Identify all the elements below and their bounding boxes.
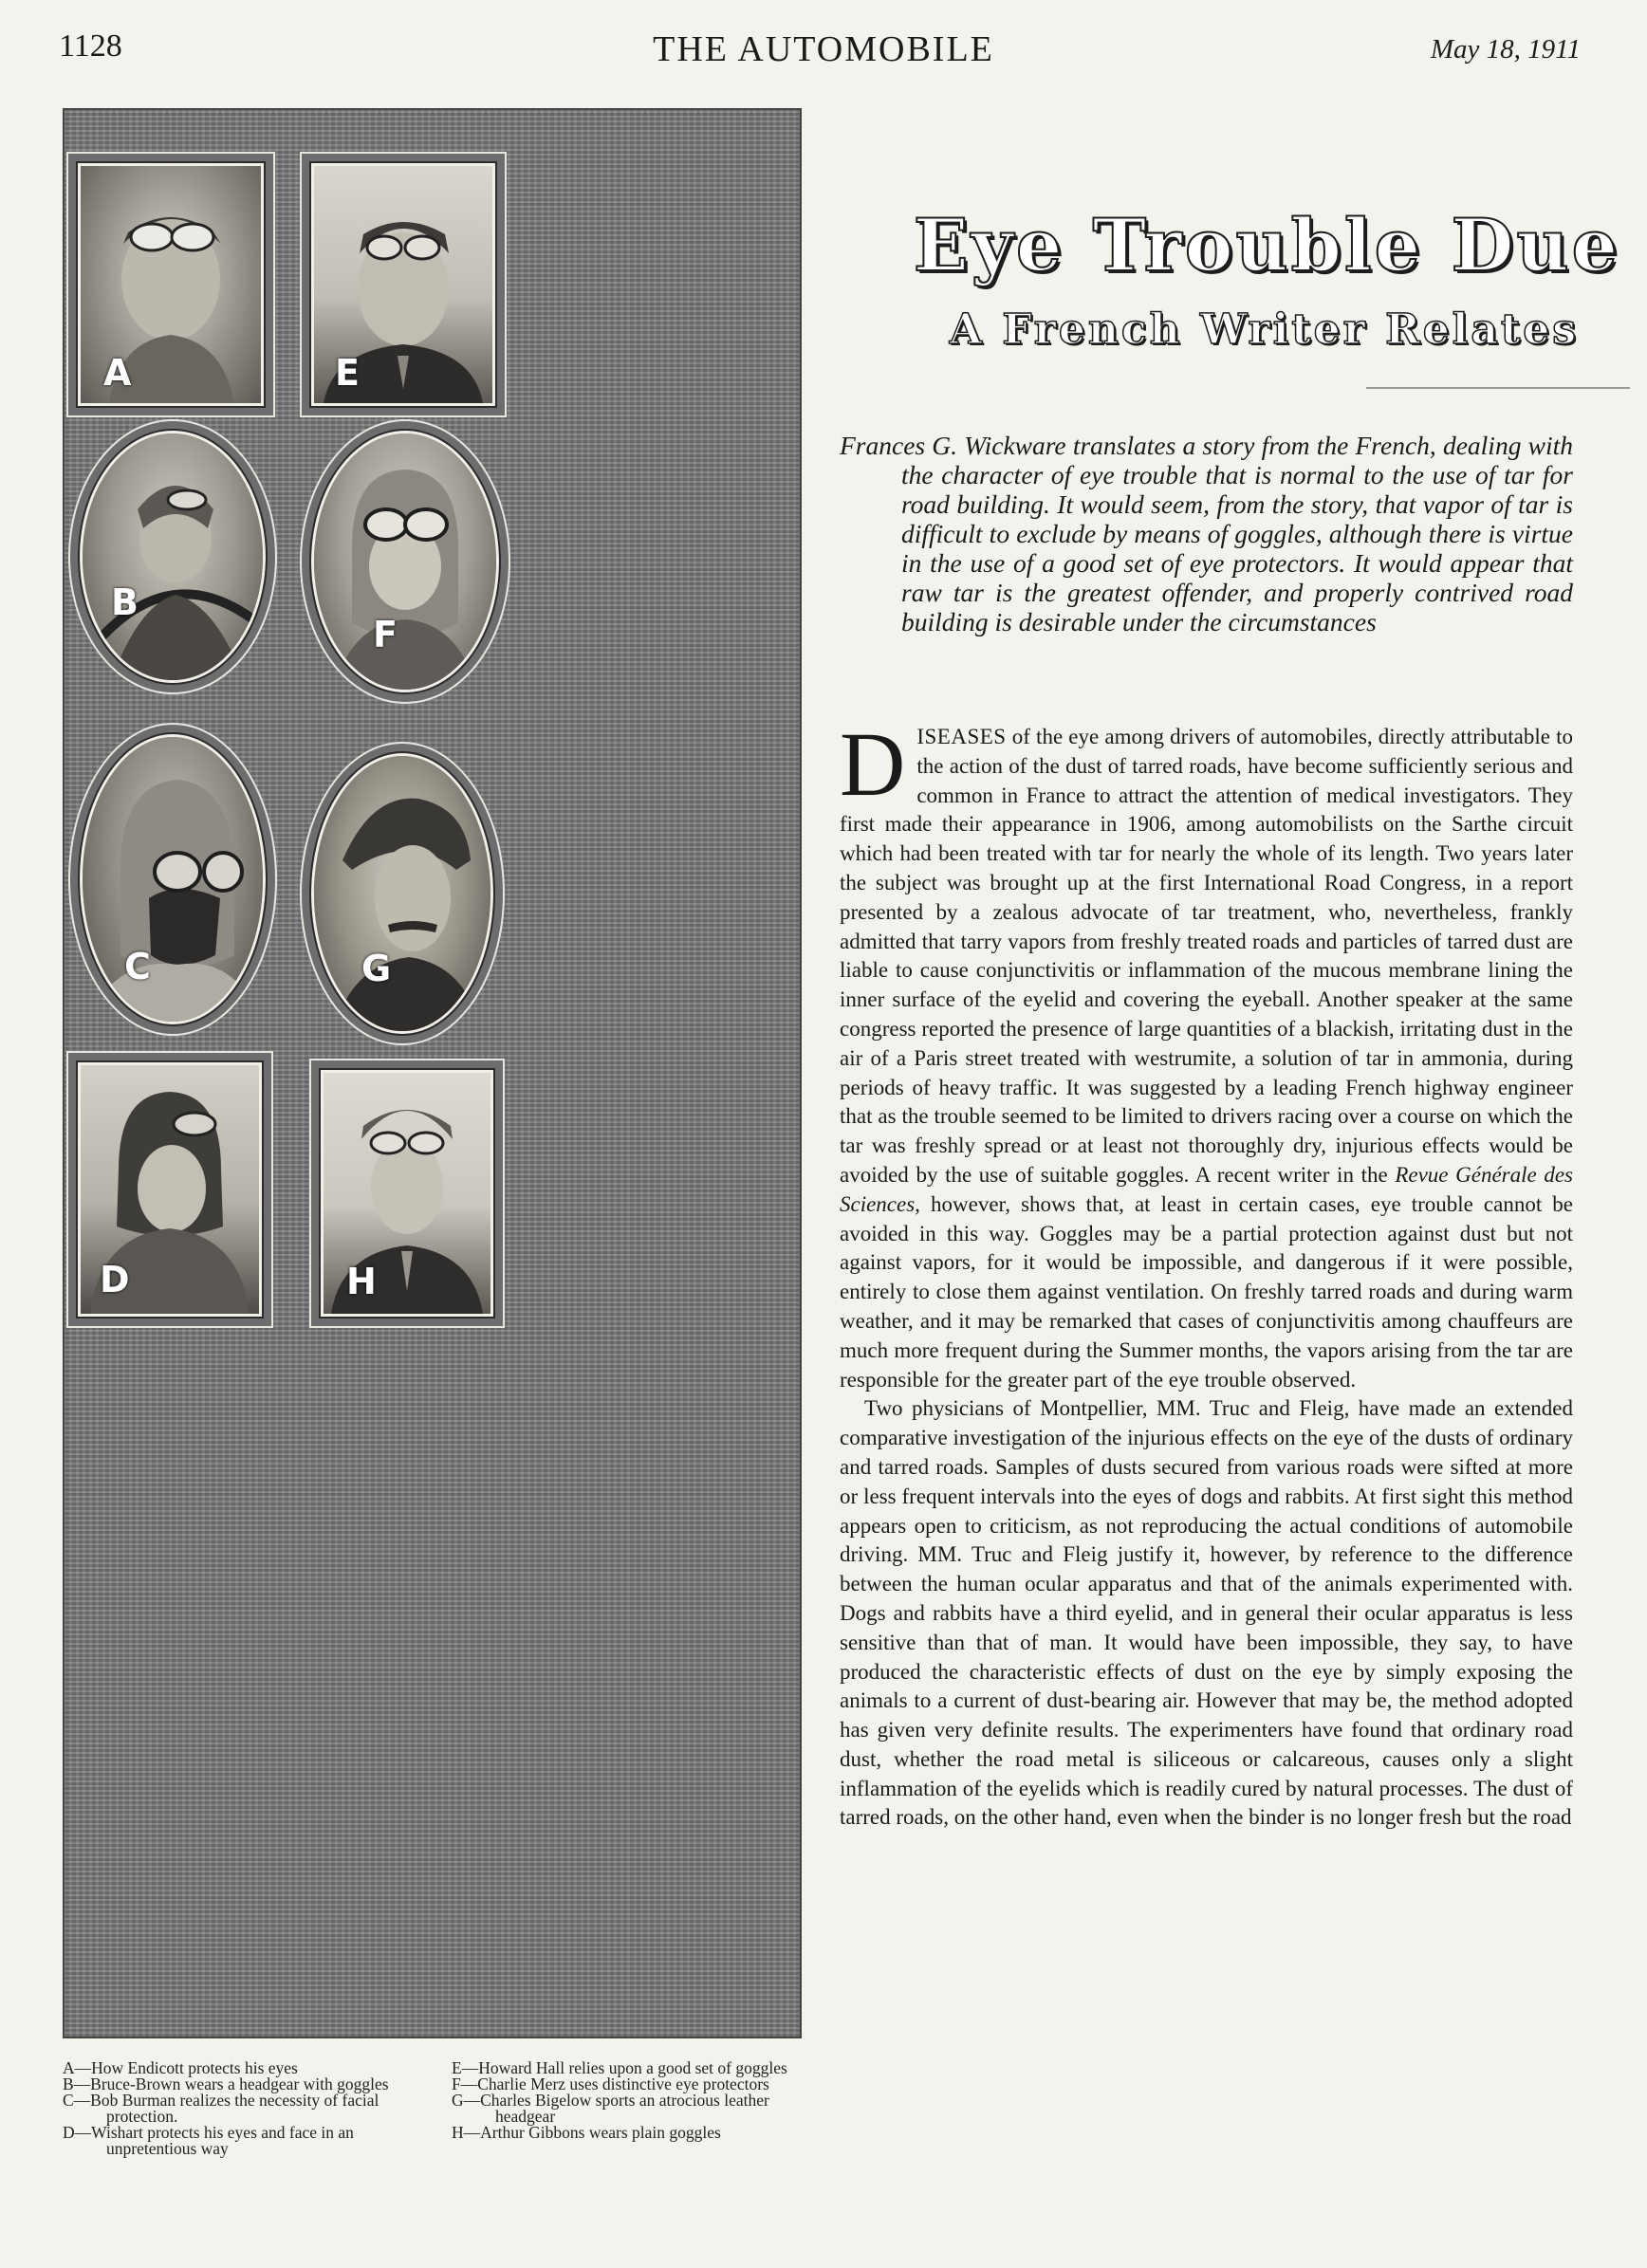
paragraph-2: Two physicians of Montpellier, MM. Truc and Fleig, have made an extended comparative investigation of the injurious effects on the eye of the dusts of ordinary and tarred roads. Samples of dusts secured from various roads were sifted at more or less frequent intervals into the eyes of dogs and rabbits. At first sight this method appears open to criticism, as not reproducing the actual conditions of automobile driving. MM. Truc and Fleig justify it, however, by reference to the difference between the human ocular apparatus and that of the animals experimented with. Dogs and rabbits have a third eyelid, and in general their ocular apparatus is less sensitive than that of man. It would have been impossible, they say, to have produced the characteristic effects of dust on the eye by simply exposing the animals to a current of dust-bearing air. However that may be, the method adopted has given very definite results. The experimenters have found that ordinary road dust, whether the road metal is siliceous or calcareous, causes only a slight inflammation of the eyelids which is readily cured by natural processes. The dust of tarred roads, on the other hand, even when the binder is no longer fresh but the road (840, 1396, 1573, 1830)
portrait-letter: G (361, 948, 392, 989)
portrait-b (80, 431, 266, 683)
captions-right-column (452, 2060, 807, 2141)
portrait-letter: A (103, 352, 132, 394)
caption-d: D—Wishart protects his eyes and face in an unpretentious way (63, 2123, 354, 2158)
portrait-letter: B (111, 581, 139, 623)
article-subheadline: A French Writer Relates (949, 305, 1579, 354)
portrait-letter: H (346, 1261, 377, 1302)
portrait-g (311, 753, 493, 1034)
portrait-letter: E (335, 352, 360, 394)
portrait-e (311, 163, 495, 406)
article-body (840, 713, 1573, 1833)
issue-date: May 18, 1911 (1430, 34, 1581, 65)
article-deck: Frances G. Wickware translates a story from the French, dealing with the character of eye trouble that is normal to the use of tar for road building. It would seem, from the story, that vapor of tar is difficult to exclude by means of goggles, although there is virtue in the use of a good set of eye protectors. It would appear that raw tar is the greatest offender, and properly contrived road building is desirable under the circumstances (840, 431, 1573, 636)
caption-b: B—Bruce-Brown wears a headgear with goggles (63, 2074, 389, 2093)
driver-photo-f (314, 433, 496, 690)
portrait-c (80, 734, 266, 1024)
driver-photo-c (83, 737, 263, 1022)
drop-cap: D (840, 713, 906, 815)
lead-in: ISEASES (916, 725, 1007, 748)
photo-plate (63, 108, 802, 2038)
portrait-h (321, 1070, 493, 1317)
journal-name: Revue Générale des Sciences, (840, 1162, 1573, 1216)
portrait-a (78, 163, 264, 406)
portrait-letter: C (124, 946, 151, 987)
caption-h: H—Arthur Gibbons wears plain goggles (452, 2123, 721, 2142)
captions-left-column (63, 2060, 418, 2157)
portrait-f (311, 431, 499, 692)
photo-captions (63, 2060, 802, 2203)
paragraph-1-text-b: however, shows that, at least in certain cases, eye trouble cannot be avoided in this way. Goggles may be a partial protection against dust but not against vapors, for it would be impossible, and dangerous if it were possible, entirely to close them against ventilation. On freshly tarred roads and during warm weather, and it may be remarked that cases of conjunctivitis among chauffeurs are much more frequent during the Summer months, the vapors arising from the tar are responsible for the greater part of the eye trouble observed. (840, 1191, 1573, 1392)
article-headline: Eye Trouble Due (913, 203, 1620, 287)
paragraph-1-text-a: of the eye among drivers of automobiles, directly attributable to the action of the dust of tarred roads, have become sufficiently serious and common in France to attract the attention of medical investigators. They first made their appearance in 1906, among automobilists on the Sarthe circuit which had been treated with tar for nearly the whole of its length. Two years later the subject was brought up at the first International Road Congress, in a report presented by a zealous advocate of tar treatment, who, nevertheless, frankly admitted that tarry vapors from freshly treated roads and particles of tarred dust are liable to cause conjunctivitis or inflammation of the mucous membrane lining the inner surface of the eyelid and covering the eyeball. Another speaker at the same congress reported the presence of large quantities of a blackish, irritating dust in the air of a Paris street treated with westrumite, a solution of tar in ammonia, during periods of heavy traffic. It was suggested by a leading French highway engineer that as the trouble seemed to be limited to drivers racing over a course on which the tar was freshly spread or at least not thoroughly dry, injurious effects would be avoided by the use of suitable goggles. A recent writer in the (840, 725, 1573, 1187)
paragraph-1 (840, 713, 1573, 1394)
headline-rule (1366, 387, 1630, 389)
portrait-letter: D (100, 1259, 130, 1300)
portrait-d (78, 1062, 262, 1317)
caption-e: E—Howard Hall relies upon a good set of goggles (452, 2058, 787, 2077)
portrait-letter: F (373, 614, 398, 655)
journal-title: THE AUTOMOBILE (653, 29, 994, 69)
driver-photo-g (314, 756, 490, 1031)
caption-a: A—How Endicott protects his eyes (63, 2058, 298, 2077)
page-number: 1128 (59, 28, 122, 64)
caption-f: F—Charlie Merz uses distinctive eye protectors (452, 2074, 769, 2093)
driver-photo-b (83, 433, 263, 680)
caption-c: C—Bob Burman realizes the necessity of facial protection. (63, 2091, 379, 2126)
caption-g: G—Charles Bigelow sports an atrocious leather headgear (452, 2091, 769, 2126)
